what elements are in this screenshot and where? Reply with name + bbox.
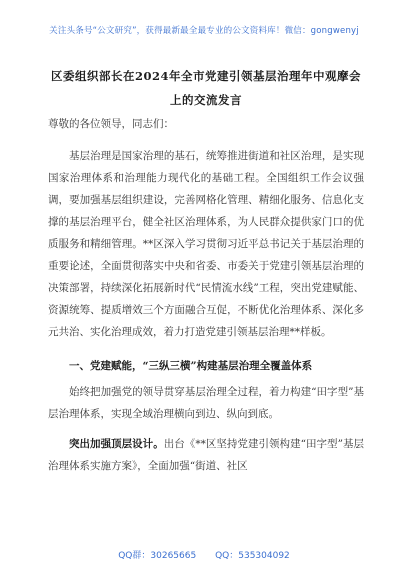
title-line-1: 区委组织部长在2024年全市党建引领基层治理年中观摩会 bbox=[50, 69, 361, 83]
document-title bbox=[48, 64, 364, 112]
paragraph-2: 始终把加强党的领导贯穿基层治理全过程，着力构建“田字型”基层治理体系，实现全域治理横向到边、纵向到底。 bbox=[48, 386, 364, 420]
footer-qq: QQ：535304092 bbox=[215, 551, 290, 561]
footer-contact bbox=[0, 548, 408, 561]
salutation: 尊敬的各位领导，同志们： bbox=[48, 118, 174, 130]
subheading-top-level-design: 突出加强顶层设计。 bbox=[69, 438, 164, 450]
section-heading-1: 一、党建赋能，“三纵三横”构建基层治理全覆盖体系 bbox=[69, 360, 313, 372]
paragraph-3-text: 出台《**区坚持党建引领构建“田字型”基层治理体系实施方案》，全面加强“街道、社区 bbox=[48, 438, 364, 472]
document-body bbox=[48, 113, 364, 477]
title-line-2: 上的交流发言 bbox=[170, 93, 242, 107]
footer-qq-group: QQ群：30265665 bbox=[118, 551, 197, 561]
header-note: 关注头条号“公文研究”，获得最新最全最专业的公文资料库！微信：gongwenyj bbox=[49, 26, 359, 36]
paragraph-1: 基层治理是国家治理的基石，统筹推进街道和社区治理，是实现国家治理体系和治理能力现代化的基础工程。全国组织工作会议强调，要加强基层组织建设，完善网格化管理、精细化服务、信息化支撑的基层治理平台，健全社区治理体系，为人民群众提供家门口的优质服务和精细管理。**区深入学习贯彻习近平总书记关于基层治理的重要论述，全面贯彻落实中央和省委、市委关于党建引领基层治理的决策部署，持续深化拓展新时代“民情流水线”工程，突出党建赋能、资源统筹、提质增效三个方面融合互促，不断优化治理体系、深化多元共治、实化治理成效，着力打造党建引领基层治理**样板。 bbox=[48, 150, 364, 338]
paragraph-3 bbox=[48, 433, 364, 477]
